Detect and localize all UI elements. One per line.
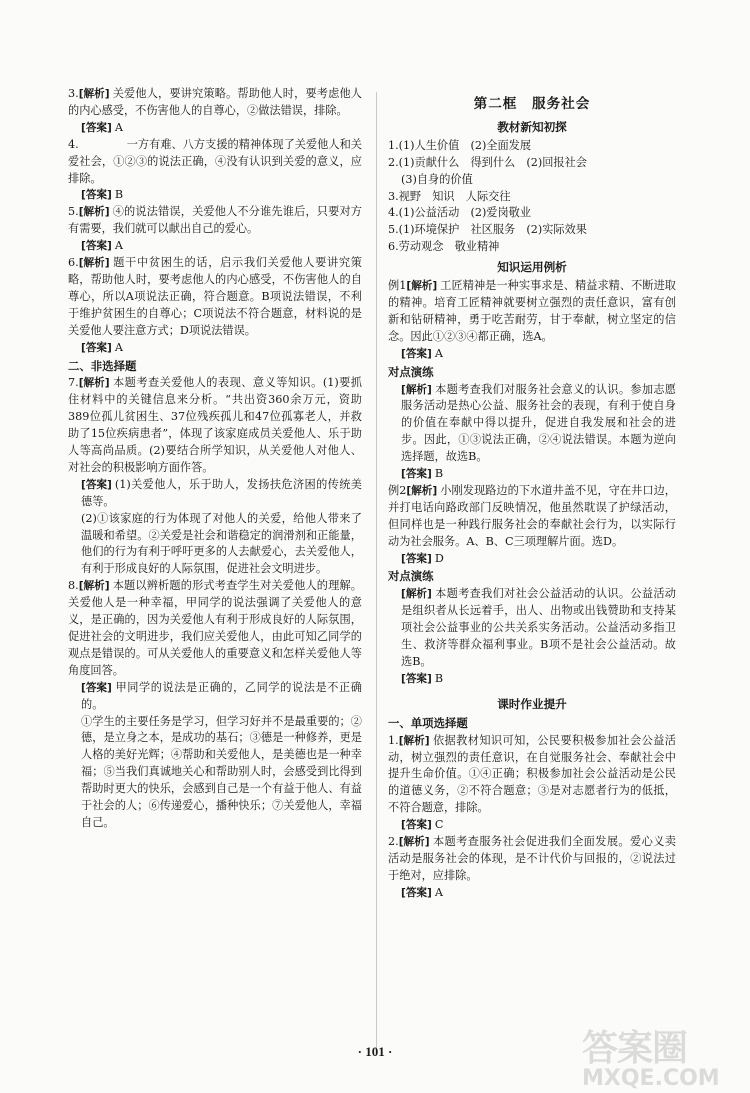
analysis-tag: [ 解析 ] <box>406 483 437 500</box>
item-text: 小刚发现路边的下水道井盖不见，守在井口边，并打电话向路政部门反映情况，他虽然耽误了护绿活动，但同样也是一种践行服务社会的奉献社会行为，以实际行动为社会服务。A、B、C三项理解片面。选D。 <box>388 483 676 548</box>
column-divider <box>376 92 377 1052</box>
section-heading: 对点演练 <box>388 364 434 379</box>
item-text: (2)①该家庭的行为体现了对他人的关爱，给他人带来了温暖和希望。②关爱是社会和谐稳定的润滑剂和正能量，他们的行为有利于呼吁更多的人去献爱心，去关爱他人，有利于形成良好的人际氛围，促进社会文明进步。 <box>81 511 362 576</box>
examples-list <box>388 278 676 688</box>
answer-row <box>388 817 676 834</box>
left-column <box>68 86 362 832</box>
analysis-tag: [ 解析 ] <box>79 578 110 595</box>
answer-detail <box>68 714 362 832</box>
section-title: 第二框 服务社会 <box>473 96 591 112</box>
answer-tag: [ 答案 ] <box>81 187 112 204</box>
knowledge-line: 3.视野 知识 人际交往 <box>388 189 511 203</box>
subsection-title-new-knowledge: 教材新知初探 <box>497 119 567 134</box>
item-number: 4. <box>68 137 79 151</box>
page-number: · 101 · <box>357 1044 393 1059</box>
answer-tag: [ 答案 ] <box>401 671 432 688</box>
item-text: 本题考查我们对服务社会意义的认识。参加志愿服务活动是热心公益、服务社会的表现，有利于使自身的价值在奉献中得以提升，促进自我发展和社会的进步。因此，①③说法正确，②④说法错误。本题为逆向选择题，故选B。 <box>401 382 676 464</box>
answer-row <box>68 680 362 714</box>
answer-tag: [ 答案 ] <box>401 466 432 483</box>
explanation-item <box>388 382 676 467</box>
knowledge-line: 5.(1)环境保护 社区服务 (2)实际效果 <box>388 223 587 237</box>
knowledge-line: 2.(1)贡献什么 得到什么 (2)回报社会 <box>388 155 587 169</box>
item-text: (1)关爱他人，乐于助人，发扬扶危济困的传统美德等。 <box>81 477 362 508</box>
item-text: 本题以辨析题的形式考查学生对关爱他人的理解。关爱他人是一种幸福，甲同学的说法强调了关爱他人的意义，是正确的，因为关爱他人有利于形成良好的人际氛围，促进社会的文明进步，我们应关爱他人，由此可知乙同学的观点是错误的。可从关爱他人的重要意义和怎样关爱他人等角度回答。 <box>68 579 362 677</box>
explanation-item <box>388 834 676 885</box>
answer-row <box>388 885 676 902</box>
item-text: A <box>434 885 443 899</box>
answer-row <box>68 187 362 204</box>
section-heading: 对点演练 <box>388 569 434 584</box>
explanation-item <box>388 278 676 346</box>
item-number: 7. <box>68 376 79 390</box>
item-text: B <box>434 467 444 481</box>
answer-row <box>68 477 362 511</box>
answer-tag: [ 答案 ] <box>81 238 112 255</box>
analysis-tag: [ 解析 ] <box>401 382 432 399</box>
item-number: 例2 <box>388 483 407 497</box>
item-text: 本题考查我们对社会公益活动的认识。公益活动是组织者从长远着手，出人、出物或出钱赞助和支持某项社会公益事业的公共关系实务活动。公益活动多指卫生、救济等群众福利事业。B项不是社会公益活动。故选B。 <box>401 587 676 668</box>
analysis-tag: [ 解析 ] <box>399 733 430 750</box>
analysis-tag: [ 解析 ] <box>79 255 110 272</box>
item-text: 题干中贫困生的话，启示我们关爱他人要讲究策略，帮助他人时，要考虑他人的内心感受，不伤害他人的自尊心，所以A项说法正确，符合题意。B项说法错误，不利于维护贫困生的自尊心；C项说法不符合题意，材料说的是关爱他人要注意方式；D项说法错误。 <box>68 256 362 337</box>
answer-row <box>388 346 676 363</box>
section-heading: 一、单项选择题 <box>388 715 468 730</box>
item-number: 8. <box>68 579 79 593</box>
item-text: 工匠精神是一种实事求是、精益求精、不断进取的精神。培育工匠精神就要树立强烈的责任意识，富有创新和钻研精神，勇于吃苦耐劳，甘于奉献，树立坚定的信念。因此①②③④都正确，选A。 <box>388 279 676 343</box>
knowledge-line: 6.劳动观念 敬业精神 <box>388 240 500 254</box>
subsection-title-homework: 课时作业提升 <box>497 696 567 711</box>
answer-tag: [ 答案 ] <box>81 120 112 137</box>
answer-tag: [ 答案 ] <box>401 346 432 363</box>
explanation-item <box>68 204 362 238</box>
subsection-title-examples: 知识运用例析 <box>497 260 567 275</box>
item-text: B <box>434 671 444 685</box>
item-text: A <box>114 120 123 134</box>
item-text: 甲同学的说法是正确的，乙同学的说法是不正确的。 <box>81 680 362 711</box>
item-number: 2. <box>388 835 399 849</box>
explanation-item <box>388 733 676 818</box>
answer-row <box>68 238 362 255</box>
item-text: 本题考查服务社会促进我们全面发展。爱心义卖活动是服务社会的体现，是不计代价与回报的，②说法过于绝对，应排除。 <box>388 835 676 882</box>
item-number: 5. <box>68 205 79 219</box>
item-text: ①学生的主要任务是学习，但学习好并不是最重要的；②德，是立身之本，是成功的基石；③德是一种修养，更是人格的美好光辉；④帮助和关爱他人，是美德也是一种幸福；⑤当我们真诚地关心和帮助别人时，会感受到比得到帮助时更大的快乐，会感到自己是一个有益于他人、有益于社会的人；⑥传递爱心，播种快乐；⑦关爱他人，幸福自己。 <box>81 714 362 829</box>
analysis-tag: [ 解析 ] <box>406 278 437 295</box>
item-text: 本题考查关爱他人的表现、意义等知识。(1)要抓住材料中的关键信息来分析。“共出资360余万元，资助389位孤儿贫困生、37位残疾孤儿和47位孤寡老人，并救助了15位疾病患者”，体现了该家庭成员关爱他人、乐于助人等高尚品质。(2)要结合所学知识，从关爱他人对他人、对社会的积极影响方面作答。 <box>68 376 362 474</box>
explanation-item <box>68 255 362 340</box>
item-text: B <box>114 188 124 202</box>
watermark-logo: 答案圈 MXQE.COM <box>582 1028 720 1091</box>
item-text: C <box>434 818 444 832</box>
item-number: 6. <box>68 256 79 270</box>
answer-tag: [ 答案 ] <box>81 340 112 357</box>
answer-tag: [ 答案 ] <box>81 680 112 697</box>
item-number: 1. <box>388 733 399 747</box>
answer-tag: [ 答案 ] <box>81 477 112 494</box>
right-column <box>388 86 676 902</box>
knowledge-line: (3)自身的价值 <box>401 172 473 186</box>
explanation-item <box>68 137 362 188</box>
answer-row <box>388 551 676 568</box>
item-text: ④的说法错误，关爱他人不分谁先谁后，只要对方有需要，我们就可以献出自己的爱心。 <box>68 205 362 236</box>
explanation-item <box>68 578 362 679</box>
answer-tag: [ 答案 ] <box>401 817 432 834</box>
explanation-item <box>388 586 676 671</box>
item-text: 关爱他人，要讲究策略。帮助他人时，要考虑他人的内心感受，不伤害他人的自尊心，②做法错误，排除。 <box>68 87 362 117</box>
answer-row <box>68 120 362 137</box>
explanation-item <box>68 86 362 120</box>
answer-row <box>388 671 676 688</box>
new-knowledge-list <box>388 138 676 256</box>
analysis-tag: [ 解析 ] <box>79 204 110 221</box>
item-text: A <box>114 239 123 253</box>
explanation-item <box>388 483 676 551</box>
analysis-tag: [ 解析 ] <box>79 86 110 103</box>
analysis-tag: [ 解析 ] <box>399 834 430 851</box>
analysis-tag: [ 解析 ] <box>401 586 432 603</box>
homework-list <box>388 715 676 902</box>
item-text: A <box>114 340 123 354</box>
item-number: 例1 <box>388 279 407 293</box>
item-text: 依据教材知识可知，公民要积极参加社会公益活动，树立强烈的责任意识，在自觉服务社会、奉献社会中提升生命价值。①④正确；积极参加社会公益活动是公民的道德义务，②不符合题意；③是对志愿者行为的低抵，不符合题意，排除。 <box>388 733 676 815</box>
answer-tag: [ 答案 ] <box>401 551 432 568</box>
answer-detail <box>68 511 362 579</box>
answer-tag: [ 答案 ] <box>401 885 432 902</box>
answer-row <box>68 340 362 357</box>
item-text: A <box>434 346 443 360</box>
section-heading: 二、非选择题 <box>68 358 137 373</box>
answer-row <box>388 466 676 483</box>
item-text: 一方有难、八方支援的精神体现了关爱他人和关爱社会，①②③的说法正确，④没有认识到关爱的意义，应排除。 <box>68 137 362 185</box>
explanation-item <box>68 375 362 476</box>
analysis-tag: [ 解析 ] <box>79 375 110 392</box>
item-number: 3. <box>68 87 79 100</box>
item-text: D <box>434 551 444 565</box>
knowledge-line: 1.(1)人生价值 (2)全面发展 <box>388 138 532 152</box>
knowledge-line: 4.(1)公益活动 (2)爱岗敬业 <box>388 206 532 220</box>
